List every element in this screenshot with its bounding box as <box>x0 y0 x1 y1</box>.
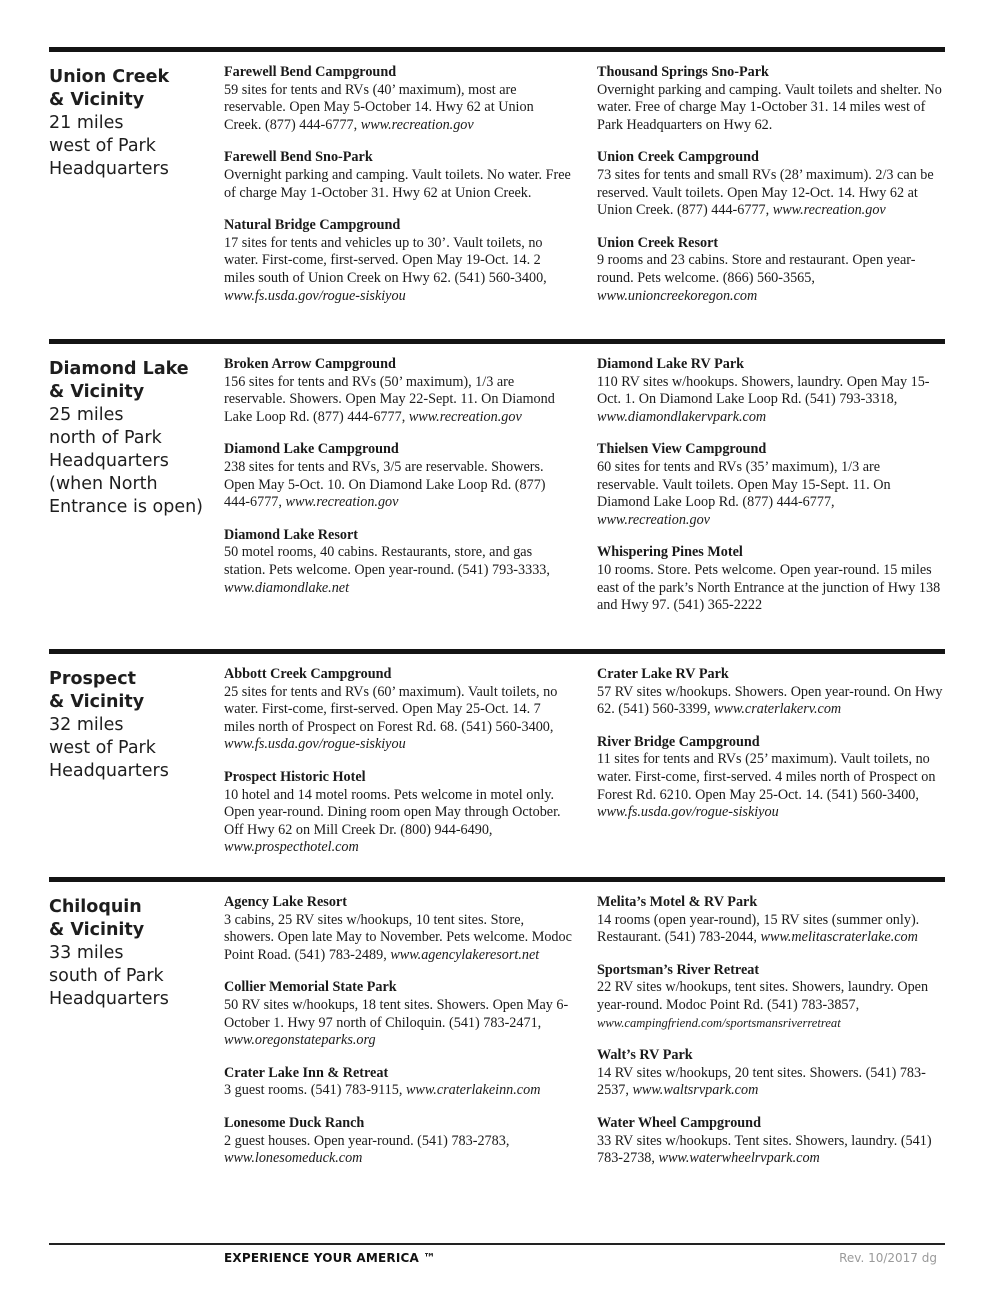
listing-url[interactable]: www.craterlakeinn.com <box>405 1082 541 1099</box>
listing-entry <box>597 64 945 134</box>
section-divider <box>49 877 945 882</box>
section-divider <box>49 47 945 52</box>
listing-entry <box>224 769 574 857</box>
listing-name: Diamond Lake Campground <box>224 441 399 458</box>
listing-name: Sportsman’s River Retreat <box>597 961 760 978</box>
listing-name: Diamond Lake Resort <box>224 526 358 543</box>
listing-entry <box>224 217 574 305</box>
listing-description: 59 sites for tents and RVs (40’ maximum), most are reservable. Open May 5-October 14. Hwy 62 at Union Creek. (877) 444-6777, <box>224 81 534 133</box>
region-distance: 33 miles <box>49 943 124 963</box>
listing-description: 60 sites for tents and RVs (35’ maximum), 1/3 are reservable. Vault toilets. Open May 15-Sept. 11. On Diamond Lake Loop Rd. (877) 444-6777, <box>597 458 891 511</box>
region-distance: 25 miles <box>49 405 124 425</box>
region-direction: south of Park <box>49 966 164 986</box>
region-name: Chiloquin <box>49 897 142 917</box>
listing-url[interactable]: www.diamondlake.net <box>224 579 350 596</box>
listing-name: Agency Lake Resort <box>224 894 347 910</box>
listing-description: 110 RV sites w/hookups. Showers, laundry. Open May 15-Oct. 1. On Diamond Lake Loop Rd. (541) 793-3318, <box>597 373 930 408</box>
listing-description: 238 sites for tents and RVs, 3/5 are reservable. Showers. Open May 5-Oct. 10. On Diamond Lake Loop Rd. (877) 444-6777, <box>224 458 546 511</box>
listing-column-right <box>597 894 945 1168</box>
section-divider <box>49 339 945 344</box>
listing-description: Overnight parking and camping. Vault toilets and shelter. No water. Free of charge May 1-October 31. 14 miles west of Park Headquarters on Hwy 62. <box>597 81 942 133</box>
listing-entry <box>597 1047 945 1100</box>
listing-url[interactable]: www.waltsrvpark.com <box>632 1082 759 1099</box>
listing-entry <box>597 235 945 305</box>
listing-description: 57 RV sites w/hookups. Showers. Open year-round. On Hwy 62. (541) 560-3399, <box>597 683 943 718</box>
region-heading <box>49 358 214 519</box>
listing-description: 3 cabins, 25 RV sites w/hookups, 10 tent sites. Store, showers. Open late May to November. Pets welcome. Modoc Point Road. (541) 783-2489, <box>224 911 572 963</box>
listing-url[interactable]: www.waterwheelrvpark.com <box>658 1150 820 1167</box>
listing-name: Collier Memorial State Park <box>224 979 397 996</box>
listing-entry <box>224 1065 574 1100</box>
listing-url[interactable]: www.craterlakerv.com <box>714 701 842 718</box>
listing-entry <box>597 962 945 1032</box>
region-name: Prospect <box>49 669 137 689</box>
listing-url[interactable]: www.recreation.gov <box>597 511 710 528</box>
region-vicinity: & Vicinity <box>49 382 145 402</box>
listing-description: 10 hotel and 14 motel rooms. Pets welcome in motel only. Open year-round. Dining room open May through October. Off Hwy 62 on Mill Creek Dr. (800) 944-6490, <box>224 786 561 838</box>
listing-description: 3 guest rooms. (541) 783-9115, <box>224 1082 403 1099</box>
listing-entry <box>597 1115 945 1168</box>
listing-name: Crater Lake RV Park <box>597 666 729 682</box>
listing-column-left <box>224 356 574 597</box>
listing-entry <box>597 149 945 219</box>
region-name: Union Creek <box>49 67 170 87</box>
section-prospect <box>49 649 945 875</box>
listing-url[interactable]: www.oregonstateparks.org <box>224 1032 376 1049</box>
listing-description: 14 RV sites w/hookups, 20 tent sites. Showers. (541) 783-2537, <box>597 1064 926 1099</box>
listing-name: Water Wheel Campground <box>597 1114 761 1131</box>
listing-description: 11 sites for tents and RVs (25’ maximum). Vault toilets, no water. First-come, first-served. 4 miles north of Prospect on Forest Rd. 6210. Open May 25-Oct. 14. (541) 560-3400, <box>597 751 936 803</box>
region-direction: north of Park <box>49 428 162 448</box>
listing-description: 156 sites for tents and RVs (50’ maximum), 1/3 are reservable. Showers. Open May 22-Sept. 11. On Diamond Lake Loop Rd. (877) 444-6777, <box>224 373 555 425</box>
listing-description: 17 sites for tents and vehicles up to 30’. Vault toilets, no water. First-come, first-served. Open May 19-Oct. 14. 2 miles south of Union Creek on Hwy 62. (541) 560-3400, <box>224 234 547 286</box>
listing-entry <box>597 666 945 719</box>
listing-entry <box>224 894 574 964</box>
listing-name: Walt’s RV Park <box>597 1047 693 1064</box>
listing-url[interactable]: www.unioncreekoregon.com <box>597 287 758 304</box>
listing-description: 50 motel rooms, 40 cabins. Restaurants, store, and gas station. Pets welcome. Open year-round. (541) 793-3333, <box>224 544 550 578</box>
listing-description: 50 RV sites w/hookups, 18 tent sites. Showers. Open May 6-October 1. Hwy 97 north of Chiloquin. (541) 783-2471, <box>224 996 569 1031</box>
section-divider <box>49 649 945 654</box>
section-chiloquin <box>49 877 945 1217</box>
listing-url[interactable]: www.campingfriend.com/sportsmansriverretreat <box>597 1015 841 1030</box>
listing-url[interactable]: www.recreation.gov <box>285 494 399 511</box>
region-heading <box>49 66 214 181</box>
listing-name: Crater Lake Inn & Retreat <box>224 1064 389 1081</box>
listing-name: Union Creek Resort <box>597 234 719 251</box>
section-union-creek <box>49 47 945 337</box>
footer-divider <box>49 1243 945 1245</box>
listing-description: 25 sites for tents and RVs (60’ maximum). Vault toilets, no water. First-come, first-served. Open May 25-Oct. 14. 7 miles north of Prospect on Forest Rd. 68. (541) 560-3400, <box>224 683 558 735</box>
listing-url[interactable]: www.diamondlakervpark.com <box>597 408 767 425</box>
listing-name: Melita’s Motel & RV Park <box>597 894 758 910</box>
listing-url[interactable]: www.melitascraterlake.com <box>760 929 918 946</box>
section-diamond-lake <box>49 339 945 647</box>
region-distance: 32 miles <box>49 715 124 735</box>
listing-entry <box>224 149 574 202</box>
listing-column-right <box>597 666 945 822</box>
footer-tagline: EXPERIENCE YOUR AMERICA ™ <box>224 1251 436 1265</box>
region-reference: Headquarters <box>49 761 169 781</box>
listing-entry <box>224 979 574 1049</box>
listing-name: Abbott Creek Campground <box>224 666 392 682</box>
region-vicinity: & Vicinity <box>49 90 145 110</box>
listing-name: Broken Arrow Campground <box>224 356 396 372</box>
listing-name: Thousand Springs Sno-Park <box>597 64 769 80</box>
listing-url[interactable]: www.recreation.gov <box>408 408 522 425</box>
listing-description: 2 guest houses. Open year-round. (541) 783-2783, <box>224 1132 510 1149</box>
listing-name: Prospect Historic Hotel <box>224 768 366 785</box>
listing-url[interactable]: www.recreation.gov <box>360 116 474 133</box>
listing-entry <box>597 544 945 614</box>
listing-url[interactable]: www.fs.usda.gov/rogue-siskiyou <box>224 287 406 304</box>
footer-revision: Rev. 10/2017 dg <box>839 1251 937 1265</box>
listing-name: Union Creek Campground <box>597 149 759 166</box>
listing-column-right <box>597 64 945 305</box>
region-note-cont: Entrance is open) <box>49 497 204 517</box>
listing-description: Overnight parking and camping. Vault toilets. No water. Free of charge May 1-October 31. Hwy 62 at Union Creek. <box>224 166 571 201</box>
listing-entry <box>597 356 945 426</box>
region-reference: Headquarters <box>49 989 169 1009</box>
listing-entry <box>597 441 945 529</box>
region-name: Diamond Lake <box>49 359 189 379</box>
region-direction: west of Park <box>49 136 156 156</box>
listing-entry <box>224 441 574 511</box>
region-vicinity: & Vicinity <box>49 920 145 940</box>
listing-column-left <box>224 894 574 1168</box>
region-note: (when North <box>49 474 158 494</box>
region-reference: Headquarters <box>49 159 169 179</box>
listing-url[interactable]: www.recreation.gov <box>772 202 886 219</box>
listing-url[interactable]: www.lonesomeduck.com <box>224 1150 363 1167</box>
region-heading <box>49 896 214 1011</box>
region-distance: 21 miles <box>49 113 124 133</box>
listing-url[interactable]: www.prospecthotel.com <box>224 839 359 856</box>
listing-column-right <box>597 356 945 615</box>
region-reference: Headquarters <box>49 451 169 471</box>
listing-entry <box>597 894 945 947</box>
listing-description: 33 RV sites w/hookups. Tent sites. Showers, laundry. (541) 783-2738, <box>597 1132 932 1167</box>
listing-column-left <box>224 666 574 857</box>
listing-description: 14 rooms (open year-round), 15 RV sites (summer only). Restaurant. (541) 783-2044, <box>597 911 920 946</box>
listing-entry <box>224 666 574 754</box>
listing-description: 10 rooms. Store. Pets welcome. Open year-round. 15 miles east of the park’s North Entrance at the junction of Hwy 138 and Hwy 97. (541) 365-2222 <box>597 561 941 614</box>
listing-description: 9 rooms and 23 cabins. Store and restaurant. Open year-round. Pets welcome. (866) 560-3565, <box>597 252 916 286</box>
listing-name: Natural Bridge Campground <box>224 217 401 234</box>
listing-url[interactable]: www.agencylakeresort.net <box>390 946 540 963</box>
listing-name: Lonesome Duck Ranch <box>224 1114 365 1131</box>
listing-entry <box>224 64 574 134</box>
region-vicinity: & Vicinity <box>49 692 145 712</box>
listing-description: 22 RV sites w/hookups, tent sites. Showers, laundry. Open year-round. Modoc Point Rd. (541) 783-3857, <box>597 979 929 1013</box>
listing-entry <box>224 356 574 426</box>
listing-name: Diamond Lake RV Park <box>597 356 745 372</box>
region-direction: west of Park <box>49 738 156 758</box>
listing-url[interactable]: www.fs.usda.gov/rogue-siskiyou <box>597 804 779 821</box>
listing-description: 73 sites for tents and small RVs (28’ maximum). 2/3 can be reserved. Vault toilets. Open May 12-Oct. 14. Hwy 62 at Union Creek. (877) 444-6777, <box>597 166 934 219</box>
region-heading <box>49 668 214 783</box>
listing-name: River Bridge Campground <box>597 733 760 750</box>
listing-name: Farewell Bend Campground <box>224 64 397 80</box>
listing-name: Farewell Bend Sno-Park <box>224 149 373 166</box>
listing-url[interactable]: www.fs.usda.gov/rogue-siskiyou <box>224 736 406 753</box>
listing-entry <box>224 1115 574 1168</box>
listing-column-left <box>224 64 574 305</box>
listing-entry <box>597 734 945 822</box>
listing-entry <box>224 527 574 597</box>
listing-name: Whispering Pines Motel <box>597 544 743 561</box>
listing-name: Thielsen View Campground <box>597 441 767 458</box>
